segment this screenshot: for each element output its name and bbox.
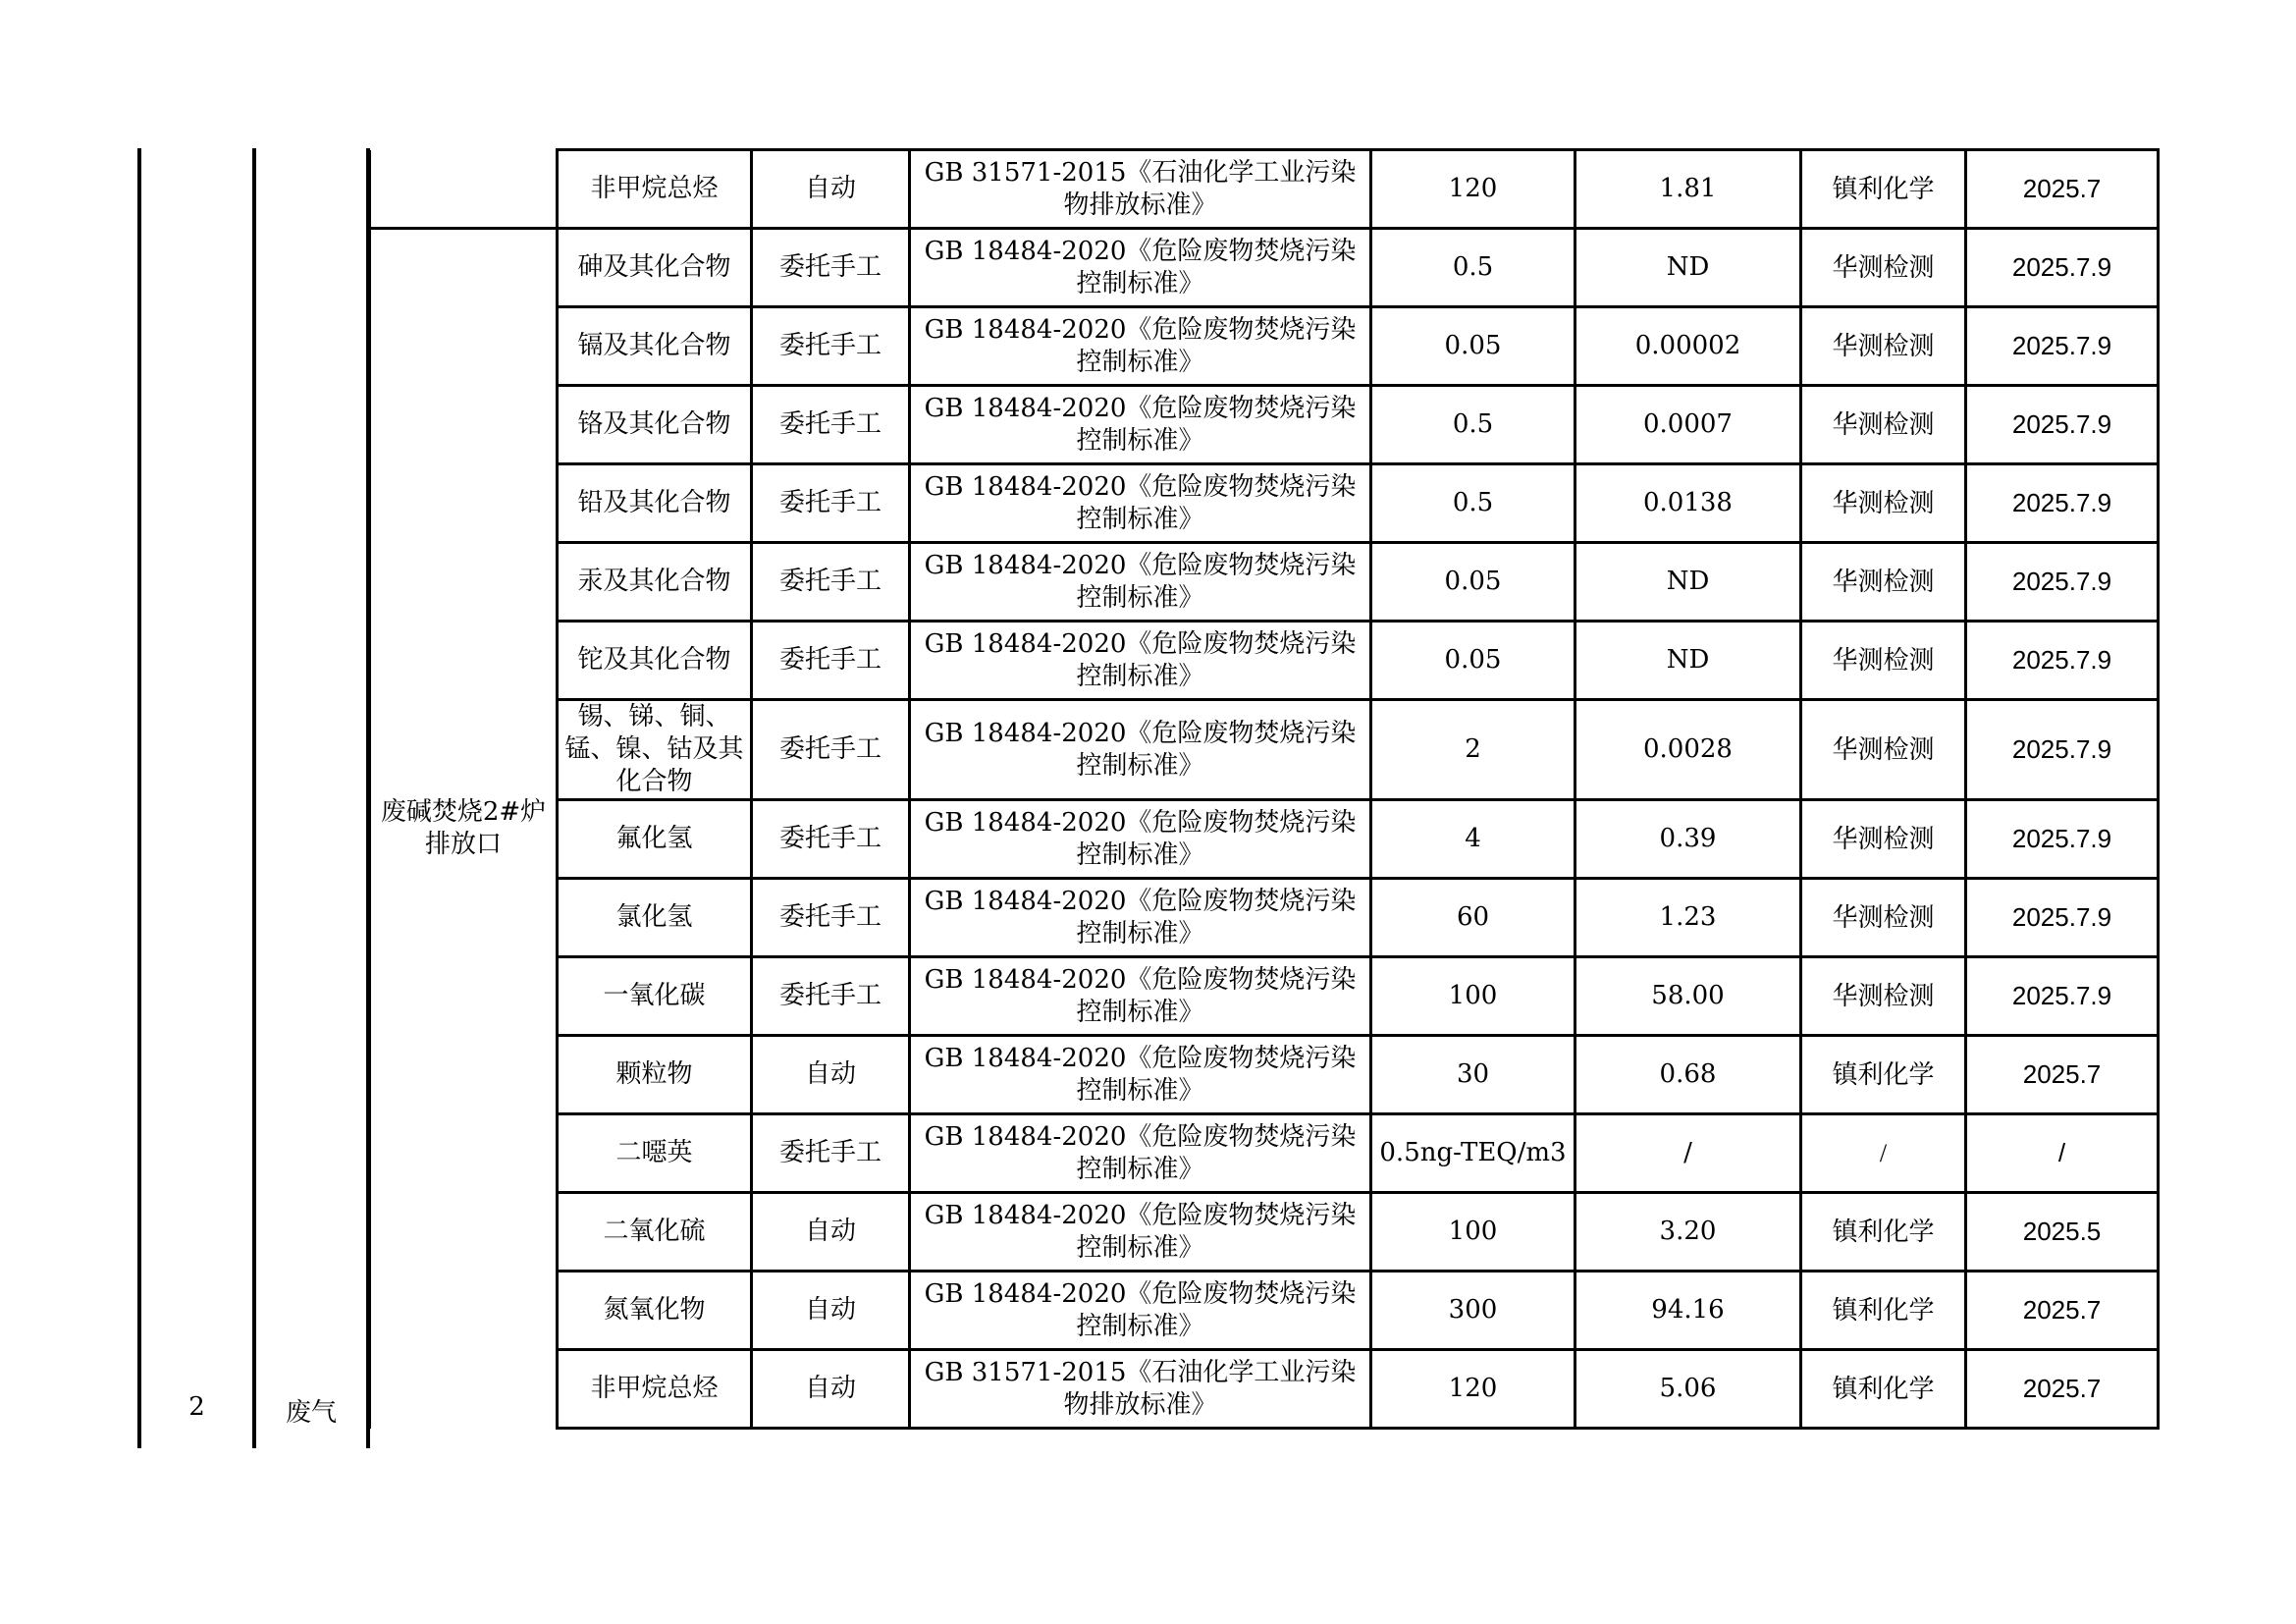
pollutant-cell: 铊及其化合物 bbox=[558, 622, 752, 700]
limit-cell: 4 bbox=[1371, 800, 1575, 879]
pollutant-cell: 铅及其化合物 bbox=[558, 464, 752, 543]
pollutant-cell: 氟化氢 bbox=[558, 800, 752, 879]
pollutant-cell: 二氧化硫 bbox=[558, 1193, 752, 1272]
result-cell: / bbox=[1575, 1114, 1801, 1193]
pollutant-cell: 氯化氢 bbox=[558, 879, 752, 957]
method-cell: 自动 bbox=[752, 1350, 910, 1429]
result-cell: 0.39 bbox=[1575, 800, 1801, 879]
method-cell: 委托手工 bbox=[752, 622, 910, 700]
standard-cell: GB 18484-2020《危险废物焚烧污染控制标准》 bbox=[910, 800, 1371, 879]
table-row bbox=[370, 543, 2159, 622]
limit-cell: 0.5 bbox=[1371, 464, 1575, 543]
pollutant-cell: 非甲烷总烃 bbox=[558, 150, 752, 229]
standard-cell: GB 18484-2020《危险废物焚烧污染控制标准》 bbox=[910, 700, 1371, 800]
method-cell: 委托手工 bbox=[752, 700, 910, 800]
section-category: 废气 bbox=[285, 1398, 337, 1428]
column-border-left bbox=[137, 148, 141, 1448]
date-cell: 2025.7.9 bbox=[1966, 800, 2159, 879]
testing-unit-cell: 镇利化学 bbox=[1801, 1272, 1966, 1350]
pollutant-cell: 氮氧化物 bbox=[558, 1272, 752, 1350]
testing-unit-cell: 华测检测 bbox=[1801, 386, 1966, 464]
standard-cell: GB 18484-2020《危险废物焚烧污染控制标准》 bbox=[910, 1193, 1371, 1272]
method-cell: 自动 bbox=[752, 150, 910, 229]
date-cell: / bbox=[1966, 1114, 2159, 1193]
table-row bbox=[370, 1114, 2159, 1193]
table-row bbox=[370, 957, 2159, 1036]
pollutant-cell: 非甲烷总烃 bbox=[558, 1350, 752, 1429]
result-cell: 0.00002 bbox=[1575, 307, 1801, 386]
testing-unit-cell: 华测检测 bbox=[1801, 307, 1966, 386]
limit-cell: 0.05 bbox=[1371, 307, 1575, 386]
date-cell: 2025.7.9 bbox=[1966, 386, 2159, 464]
table-row bbox=[370, 1036, 2159, 1114]
date-cell: 2025.7 bbox=[1966, 1350, 2159, 1429]
date-cell: 2025.7.9 bbox=[1966, 700, 2159, 800]
standard-cell: GB 18484-2020《危险废物焚烧污染控制标准》 bbox=[910, 1036, 1371, 1114]
pollutant-cell: 镉及其化合物 bbox=[558, 307, 752, 386]
standard-cell: GB 18484-2020《危险废物焚烧污染控制标准》 bbox=[910, 1114, 1371, 1193]
result-cell: 0.0138 bbox=[1575, 464, 1801, 543]
method-cell: 自动 bbox=[752, 1272, 910, 1350]
standard-cell: GB 18484-2020《危险废物焚烧污染控制标准》 bbox=[910, 229, 1371, 307]
standard-cell: GB 31571-2015《石油化学工业污染物排放标准》 bbox=[910, 150, 1371, 229]
pollutant-cell: 二噁英 bbox=[558, 1114, 752, 1193]
pollutant-cell: 砷及其化合物 bbox=[558, 229, 752, 307]
outlet-name-cell: 废碱焚烧2#炉排放口 bbox=[370, 229, 558, 1429]
standard-cell: GB 18484-2020《危险废物焚烧污染控制标准》 bbox=[910, 386, 1371, 464]
limit-cell: 120 bbox=[1371, 1350, 1575, 1429]
result-cell: 94.16 bbox=[1575, 1272, 1801, 1350]
column-border-number bbox=[252, 148, 256, 1448]
limit-cell: 0.5ng-TEQ/m3 bbox=[1371, 1114, 1575, 1193]
limit-cell: 2 bbox=[1371, 700, 1575, 800]
date-cell: 2025.7.9 bbox=[1966, 464, 2159, 543]
result-cell: 1.81 bbox=[1575, 150, 1801, 229]
table-row bbox=[370, 1193, 2159, 1272]
testing-unit-cell: 华测检测 bbox=[1801, 879, 1966, 957]
date-cell: 2025.7.9 bbox=[1966, 879, 2159, 957]
testing-unit-cell: 镇利化学 bbox=[1801, 150, 1966, 229]
limit-cell: 0.05 bbox=[1371, 622, 1575, 700]
table-row bbox=[370, 464, 2159, 543]
monitoring-table bbox=[368, 148, 2160, 1430]
method-cell: 委托手工 bbox=[752, 386, 910, 464]
method-cell: 委托手工 bbox=[752, 957, 910, 1036]
limit-cell: 0.5 bbox=[1371, 229, 1575, 307]
date-cell: 2025.7.9 bbox=[1966, 622, 2159, 700]
table-row bbox=[370, 1272, 2159, 1350]
standard-cell: GB 18484-2020《危险废物焚烧污染控制标准》 bbox=[910, 957, 1371, 1036]
limit-cell: 0.5 bbox=[1371, 386, 1575, 464]
table-row bbox=[370, 622, 2159, 700]
date-cell: 2025.7.9 bbox=[1966, 957, 2159, 1036]
standard-cell: GB 18484-2020《危险废物焚烧污染控制标准》 bbox=[910, 1272, 1371, 1350]
table-row bbox=[370, 800, 2159, 879]
table-row bbox=[370, 150, 2159, 229]
standard-cell: GB 18484-2020《危险废物焚烧污染控制标准》 bbox=[910, 307, 1371, 386]
table-row bbox=[370, 307, 2159, 386]
pollutant-cell: 铬及其化合物 bbox=[558, 386, 752, 464]
method-cell: 委托手工 bbox=[752, 464, 910, 543]
date-cell: 2025.7 bbox=[1966, 1036, 2159, 1114]
method-cell: 委托手工 bbox=[752, 307, 910, 386]
pollutant-cell: 一氧化碳 bbox=[558, 957, 752, 1036]
table-row bbox=[370, 229, 2159, 307]
method-cell: 自动 bbox=[752, 1036, 910, 1114]
limit-cell: 60 bbox=[1371, 879, 1575, 957]
section-number: 2 bbox=[188, 1392, 205, 1422]
table-row bbox=[370, 879, 2159, 957]
table-row bbox=[370, 700, 2159, 800]
standard-cell: GB 18484-2020《危险废物焚烧污染控制标准》 bbox=[910, 543, 1371, 622]
date-cell: 2025.5 bbox=[1966, 1193, 2159, 1272]
testing-unit-cell: / bbox=[1801, 1114, 1966, 1193]
result-cell: ND bbox=[1575, 543, 1801, 622]
date-cell: 2025.7.9 bbox=[1966, 229, 2159, 307]
testing-unit-cell: 镇利化学 bbox=[1801, 1036, 1966, 1114]
result-cell: 0.0007 bbox=[1575, 386, 1801, 464]
testing-unit-cell: 镇利化学 bbox=[1801, 1350, 1966, 1429]
date-cell: 2025.7 bbox=[1966, 1272, 2159, 1350]
method-cell: 委托手工 bbox=[752, 1114, 910, 1193]
result-cell: ND bbox=[1575, 229, 1801, 307]
method-cell: 委托手工 bbox=[752, 879, 910, 957]
result-cell: 58.00 bbox=[1575, 957, 1801, 1036]
result-cell: 0.68 bbox=[1575, 1036, 1801, 1114]
testing-unit-cell: 华测检测 bbox=[1801, 229, 1966, 307]
method-cell: 委托手工 bbox=[752, 543, 910, 622]
outlet-cell-continued bbox=[370, 150, 558, 229]
result-cell: 3.20 bbox=[1575, 1193, 1801, 1272]
standard-cell: GB 31571-2015《石油化学工业污染物排放标准》 bbox=[910, 1350, 1371, 1429]
table-row bbox=[370, 1350, 2159, 1429]
date-cell: 2025.7 bbox=[1966, 150, 2159, 229]
standard-cell: GB 18484-2020《危险废物焚烧污染控制标准》 bbox=[910, 879, 1371, 957]
limit-cell: 300 bbox=[1371, 1272, 1575, 1350]
result-cell: ND bbox=[1575, 622, 1801, 700]
pollutant-cell: 锡、锑、铜、锰、镍、钴及其化合物 bbox=[558, 700, 752, 800]
limit-cell: 120 bbox=[1371, 150, 1575, 229]
method-cell: 委托手工 bbox=[752, 229, 910, 307]
limit-cell: 30 bbox=[1371, 1036, 1575, 1114]
result-cell: 1.23 bbox=[1575, 879, 1801, 957]
testing-unit-cell: 镇利化学 bbox=[1801, 1193, 1966, 1272]
limit-cell: 100 bbox=[1371, 1193, 1575, 1272]
result-cell: 5.06 bbox=[1575, 1350, 1801, 1429]
limit-cell: 100 bbox=[1371, 957, 1575, 1036]
method-cell: 自动 bbox=[752, 1193, 910, 1272]
pollutant-cell: 汞及其化合物 bbox=[558, 543, 752, 622]
method-cell: 委托手工 bbox=[752, 800, 910, 879]
testing-unit-cell: 华测检测 bbox=[1801, 622, 1966, 700]
standard-cell: GB 18484-2020《危险废物焚烧污染控制标准》 bbox=[910, 464, 1371, 543]
testing-unit-cell: 华测检测 bbox=[1801, 957, 1966, 1036]
testing-unit-cell: 华测检测 bbox=[1801, 800, 1966, 879]
date-cell: 2025.7.9 bbox=[1966, 307, 2159, 386]
table-body bbox=[370, 150, 2159, 1429]
limit-cell: 0.05 bbox=[1371, 543, 1575, 622]
testing-unit-cell: 华测检测 bbox=[1801, 543, 1966, 622]
table-row bbox=[370, 386, 2159, 464]
pollutant-cell: 颗粒物 bbox=[558, 1036, 752, 1114]
standard-cell: GB 18484-2020《危险废物焚烧污染控制标准》 bbox=[910, 622, 1371, 700]
testing-unit-cell: 华测检测 bbox=[1801, 700, 1966, 800]
result-cell: 0.0028 bbox=[1575, 700, 1801, 800]
date-cell: 2025.7.9 bbox=[1966, 543, 2159, 622]
testing-unit-cell: 华测检测 bbox=[1801, 464, 1966, 543]
